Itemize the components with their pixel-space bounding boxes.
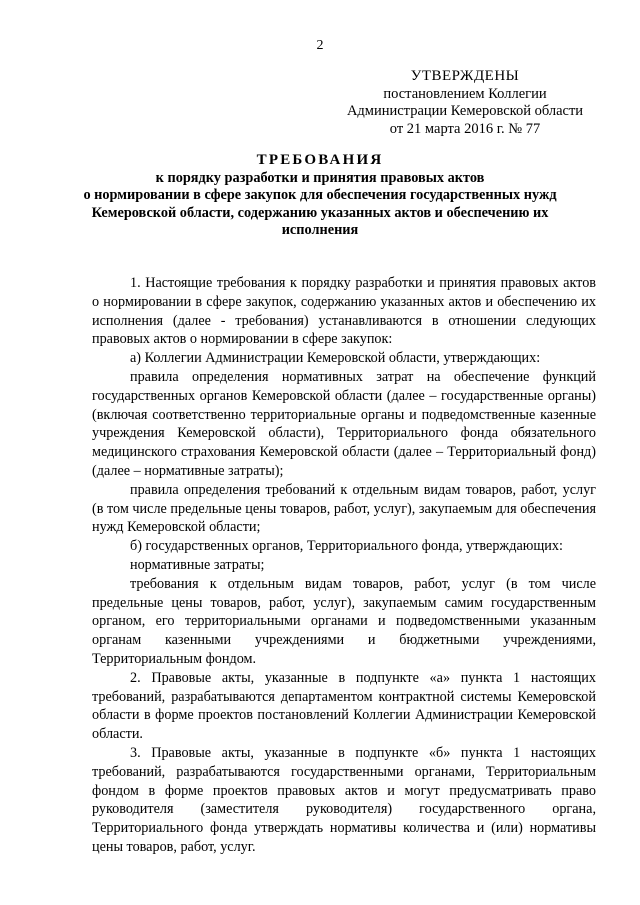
approval-line: Администрации Кемеровской области — [346, 103, 584, 119]
approval-block — [340, 68, 590, 138]
page-number: 2 — [316, 38, 324, 53]
title-line: Кемеровской области, содержанию указанных актов и обеспечению их — [91, 204, 549, 221]
paragraph: правила определения требований к отдельным видам товаров, работ, услуг (в том числе предельные цены товаров, работ, услуг), закупаемым для обеспечения нужд Кемеровской области; — [92, 481, 596, 536]
title-line: о нормировании в сфере закупок для обеспечения государственных нужд — [83, 187, 557, 203]
paragraph: а) Коллегии Администрации Кемеровской области, утверждающих: — [130, 350, 541, 367]
paragraph: 2. Правовые акты, указанные в подпункте «а» пункта 1 настоящих требований, разрабатываются департаментом контрактной системы Кемеровской области в форме проектов постановлений Коллегии Администрации Кемеровской области. — [92, 669, 596, 743]
approval-date: от 21 марта 2016 г. № 77 — [389, 120, 541, 137]
paragraph: 1. Настоящие требования к порядку разработки и принятия правовых актов о нормировании в сфере закупок, содержанию указанных актов и обеспечению их исполнения (далее - требования) устанавливаются в отношении следующих правовых актов о нормировании в сфере закупок: — [92, 275, 596, 348]
paragraph: 3. Правовые акты, указанные в подпункте «б» пункта 1 настоящих требований, разрабатываются государственными органами, Территориальным фондом в форме проектов правовых актов и могут предусматривать право руководителя (заместителя руководителя) государственного органа, Территориального фонда утверждать нормативы количества и (или) нормативы цены товаров, работ, услуг. — [92, 744, 596, 855]
title-line: к порядку разработки и принятия правовых актов — [155, 169, 485, 186]
paragraph: нормативные затраты; — [130, 556, 265, 573]
approval-line: постановлением Коллегии — [383, 85, 547, 102]
paragraph: правила определения нормативных затрат на обеспечение функций государственных органов Кемеровской области (далее – государственные органы) (включая соответственно территориальные органы и подведомственные казенные учреждения Кемеровской области), Территориального фонда обязательного медицинского страхования Кемеровской области (далее – Территориальный фонд) (далее – нормативные затраты); — [92, 368, 596, 479]
document-title — [80, 152, 560, 240]
approval-heading: УТВЕРЖДЕНЫ — [410, 68, 520, 84]
document-body — [92, 274, 596, 857]
title-line: исполнения — [281, 222, 359, 238]
title-main: ТРЕБОВАНИЯ — [256, 152, 384, 168]
paragraph: требования к отдельным видам товаров, работ, услуг (в том числе предельные цены товаров, работ, услуг), закупаемым самим государственным органом, его территориальными органами и подведомственными указанным органам казенными учреждениями и бюджетными учреждениями, Территориальным фондом. — [92, 575, 596, 667]
paragraph: б) государственных органов, Территориального фонда, утверждающих: — [130, 538, 563, 555]
